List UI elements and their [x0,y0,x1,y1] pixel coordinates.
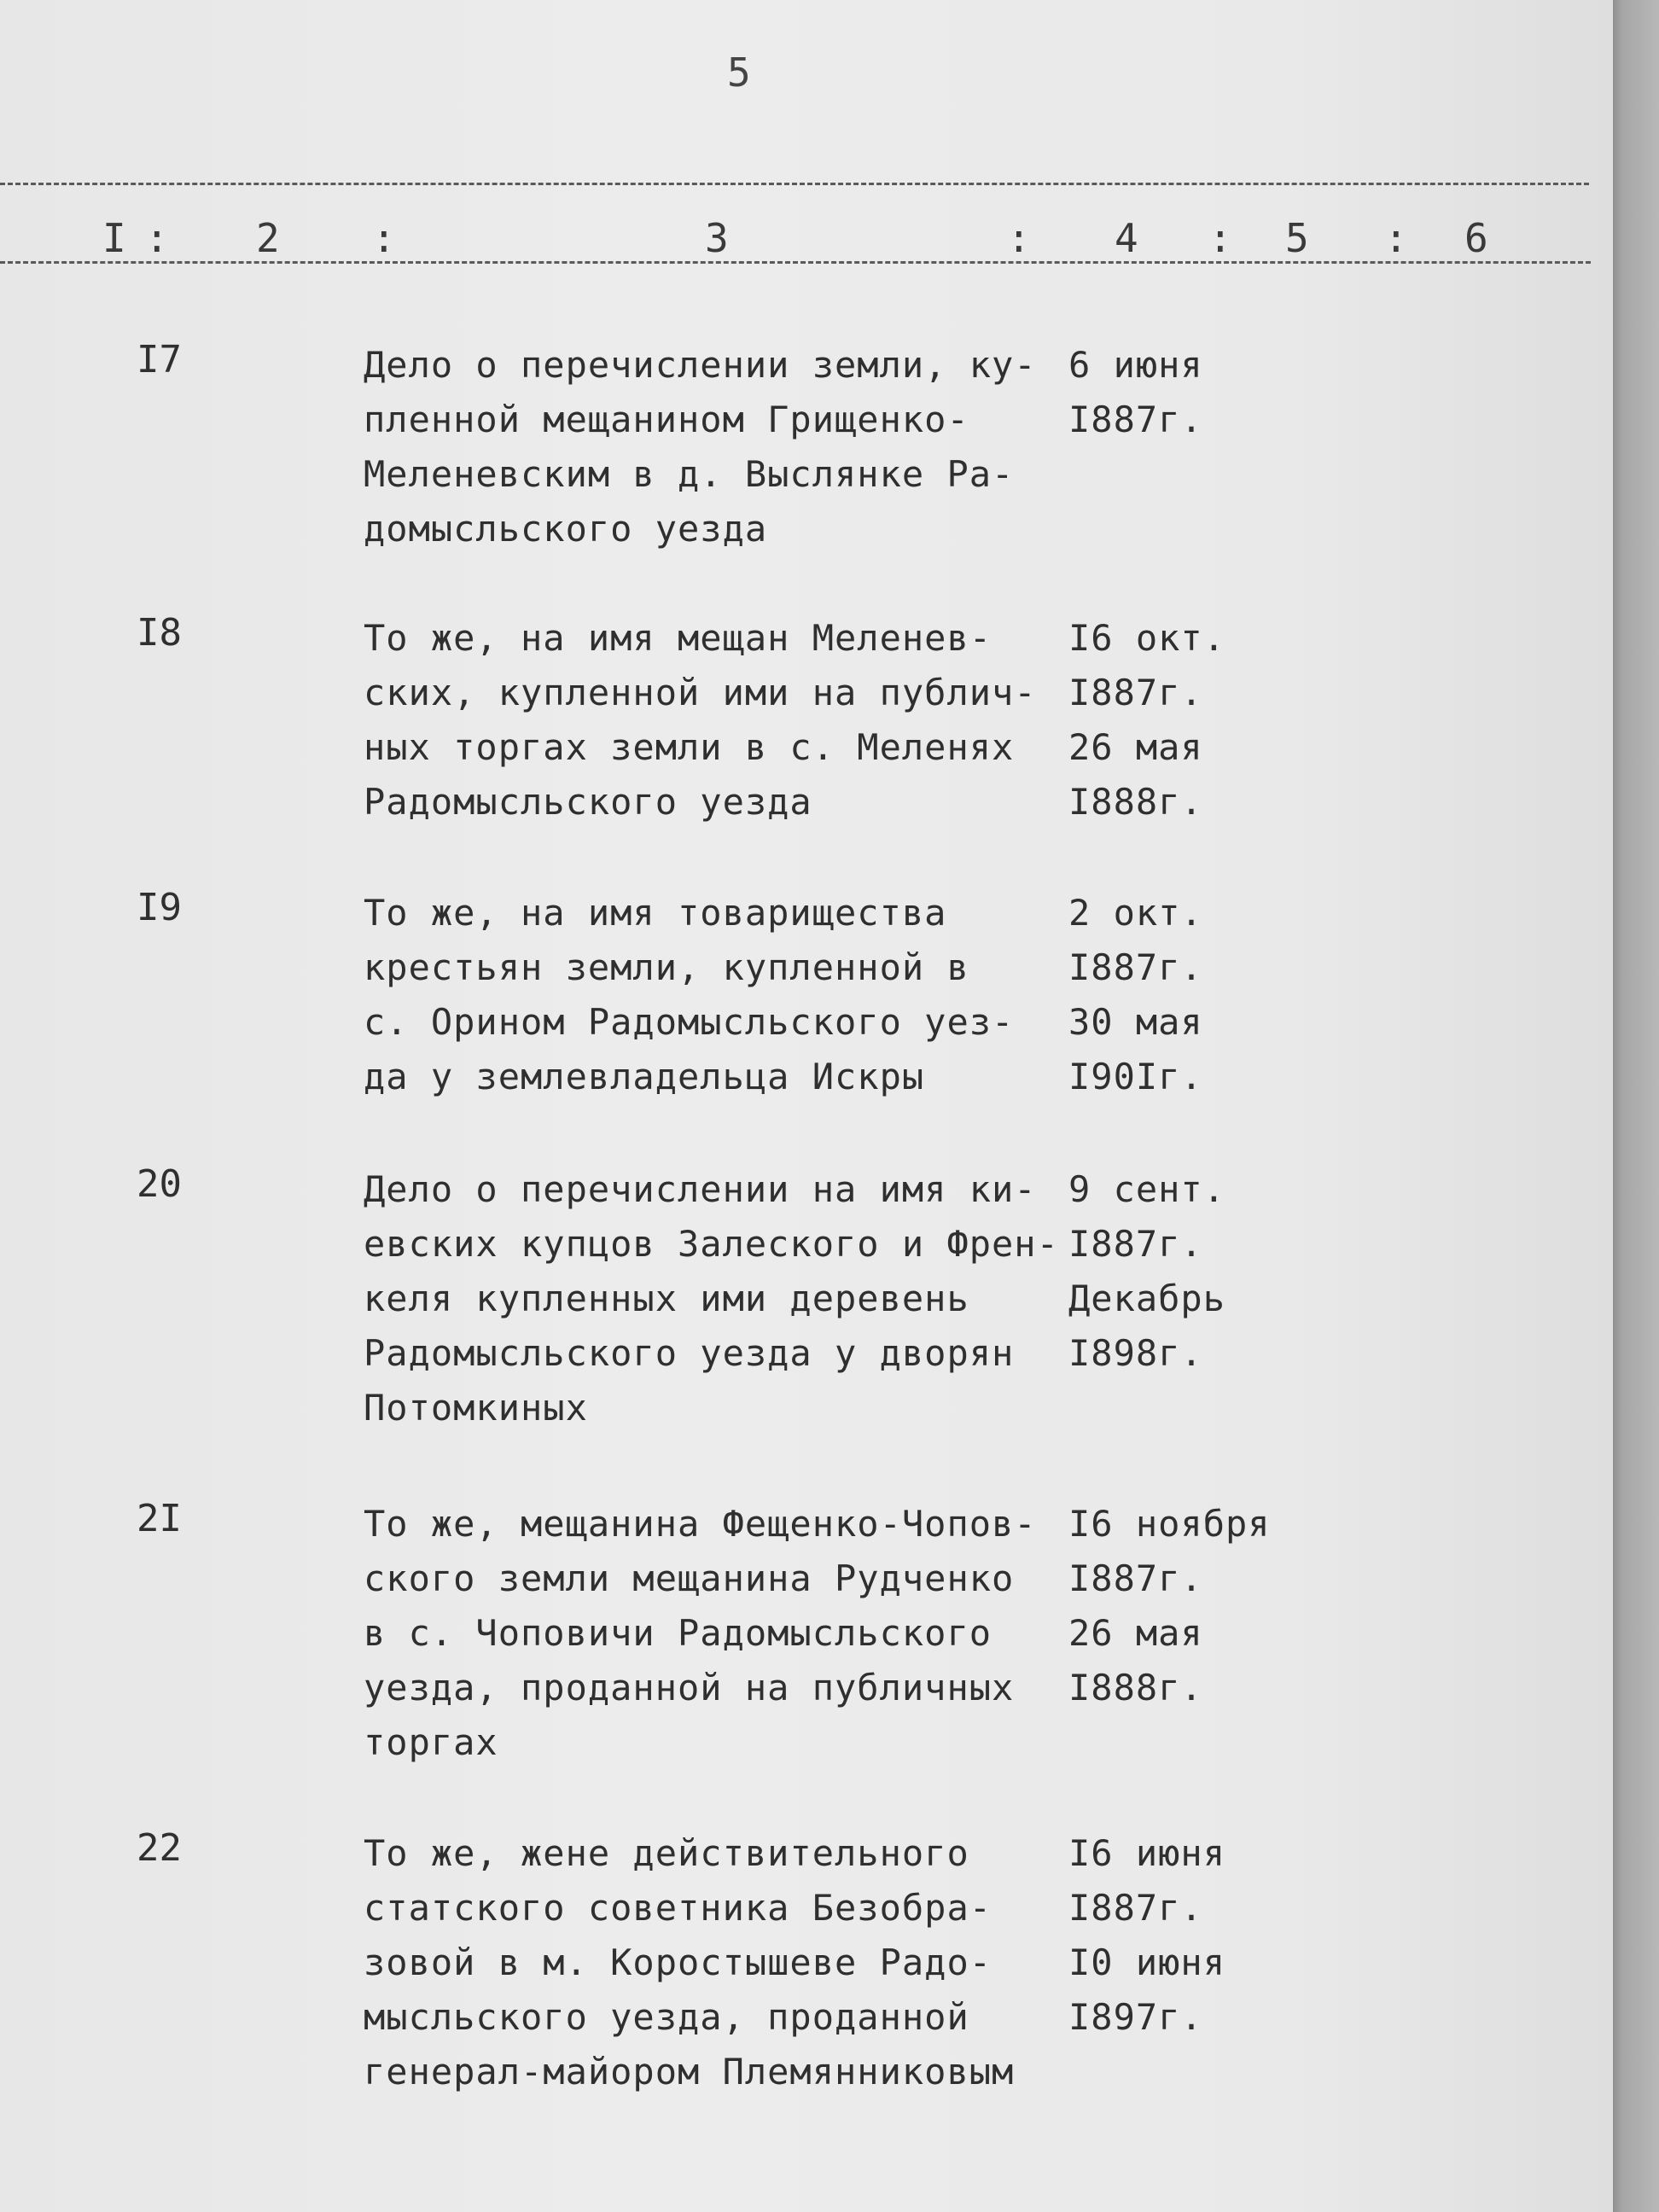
date-line: I90Iг. [1068,1056,1203,1097]
description-line: мысльского уезда, проданной [364,1996,969,2038]
column-header-6: 6 [1464,215,1488,261]
description-line: ских, купленной ими на публич- [364,672,1037,713]
record-description [364,611,1037,830]
date-line: I888г. [1068,1667,1203,1708]
record-number: 20 [137,1162,182,1206]
column-separator: : [1384,215,1408,261]
description-line: То же, мещанина Фещенко-Чопов- [364,1503,1037,1545]
date-line: 26 мая [1068,726,1203,768]
record-number: I7 [137,338,182,381]
description-line: торгах [364,1721,498,1763]
header-rule-top [0,183,1589,185]
date-line: I887г. [1068,399,1203,440]
description-line: ского земли мещанина Рудченко [364,1557,1015,1599]
date-line: I6 июня [1068,1832,1226,1874]
column-header-2: 2 [256,215,280,261]
date-line: I887г. [1068,1223,1203,1265]
record-dates [1068,886,1203,1104]
description-line: статского советника Безобра- [364,1887,992,1929]
record-number: 22 [137,1826,182,1870]
column-header-1: I [102,215,126,261]
column-header-5: 5 [1285,215,1309,261]
record-dates [1068,1162,1225,1381]
record-description [364,1497,1037,1770]
page-edge-shadow [1613,0,1659,2212]
description-line: Потомкиных [364,1387,588,1429]
description-line: Дело о перечислении земли, ку- [364,344,1037,386]
description-line: келя купленных ими деревень [364,1278,969,1319]
description-line: То же, на имя мещан Меленев- [364,617,992,659]
record-description [364,1826,1014,2099]
description-line: в с. Чоповичи Радомысльского [364,1612,992,1654]
column-header-3: 3 [705,215,729,261]
page-number: 5 [727,49,751,96]
description-line: То же, жене действительного [364,1832,969,1874]
description-line: Радомысльского уезда у дворян [364,1332,1015,1374]
record-number: 2I [137,1497,182,1540]
date-line: 2 окт. [1068,892,1203,934]
description-line: да у землевладельца Искры [364,1056,925,1097]
date-line: I887г. [1068,1887,1203,1929]
column-separator: : [1208,215,1232,261]
record-description [364,338,1037,556]
date-line: I6 ноября [1068,1503,1271,1545]
date-line: I897г. [1068,1996,1203,2038]
date-line: I887г. [1068,946,1203,988]
description-line: генерал-майором Племянниковым [364,2051,1015,2093]
column-separator: : [145,215,169,261]
description-line: зовой в м. Коростышеве Радо- [364,1941,992,1983]
description-line: с. Орином Радомысльского уез- [364,1001,1015,1043]
column-header-4: 4 [1115,215,1138,261]
column-separator: : [1007,215,1031,261]
description-line: ных торгах земли в с. Меленях [364,726,1015,768]
description-line: То же, на имя товарищества [364,892,947,934]
header-rule-bottom [0,261,1591,264]
description-line: домысльского уезда [364,508,768,550]
record-dates [1068,338,1203,447]
record-description [364,886,1014,1104]
date-line: I898г. [1068,1332,1203,1374]
description-line: Дело о перечислении на имя ки- [364,1168,1037,1210]
record-dates [1068,1497,1271,1715]
description-line: пленной мещанином Грищенко- [364,399,969,440]
record-description [364,1162,1059,1435]
description-line: Меленевским в д. Выслянке Ра- [364,453,1015,495]
description-line: крестьян земли, купленной в [364,946,969,988]
date-line: 6 июня [1068,344,1203,386]
date-line: 26 мая [1068,1612,1203,1654]
column-separator: : [372,215,396,261]
record-number: I8 [137,611,182,655]
date-line: 30 мая [1068,1001,1203,1043]
date-line: I887г. [1068,1557,1203,1599]
date-line: I6 окт. [1068,617,1226,659]
date-line: I888г. [1068,781,1203,823]
description-line: Радомысльского уезда [364,781,812,823]
date-line: 9 сент. [1068,1168,1226,1210]
description-line: евских купцов Залеского и Френ- [364,1223,1059,1265]
date-line: Декабрь [1068,1278,1226,1319]
record-dates [1068,611,1225,830]
date-line: I0 июня [1068,1941,1226,1983]
date-line: I887г. [1068,672,1203,713]
description-line: уезда, проданной на публичных [364,1667,1015,1708]
record-dates [1068,1826,1225,2045]
record-number: I9 [137,886,182,929]
